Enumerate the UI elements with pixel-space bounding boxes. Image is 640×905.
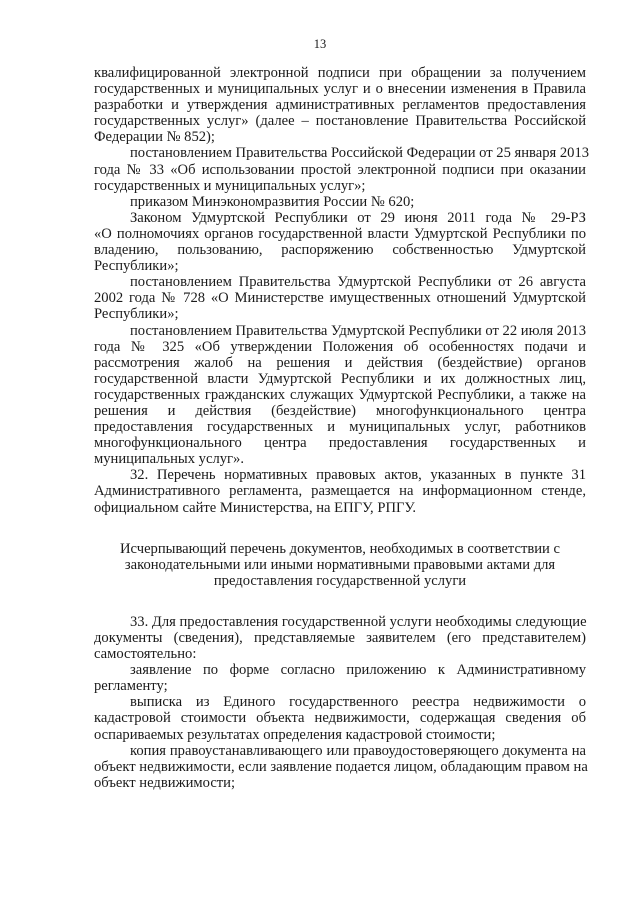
text-line: разработки и утверждения административных регламентов предоставления <box>94 97 586 114</box>
spacer <box>94 589 586 614</box>
text-line: государственных и муниципальных услуг»; <box>94 177 366 194</box>
spacer <box>94 516 586 541</box>
text-line: объект недвижимости, если заявление подается лицом, обладающим правом на <box>94 758 588 775</box>
text-line: предоставления государственных и муниципальных услуг, работников <box>94 419 586 436</box>
text-line: государственной власти Удмуртской Республики и их должностных лиц, <box>94 370 586 387</box>
section-heading <box>94 541 586 589</box>
text-line: «О полномочиях органов государственной власти Удмуртской Республики по <box>94 225 586 242</box>
page-number: 13 <box>313 37 327 51</box>
text-line: 32. Перечень нормативных правовых актов, указанных в пункте 31 <box>130 467 586 484</box>
text-line: официальном сайте Министерства, на ЕПГУ, РПГУ. <box>94 499 417 516</box>
heading-line: Исчерпывающий перечень документов, необходимых в соответствии с <box>120 540 560 557</box>
text-line: государственных услуг» (далее – постановление Правительства Российской <box>94 113 586 130</box>
text-line: оспариваемых результатах определения кадастровой стоимости; <box>94 726 496 743</box>
text-line: 2002 года № 728 «О Министерстве имущественных отношений Удмуртской <box>94 290 586 307</box>
text-line: решения и действия (бездействие) многофункционального центра <box>94 402 586 419</box>
text-line: государственных гражданских служащих Удмуртской Республики, а также на <box>94 386 586 403</box>
text-line: самостоятельно: <box>94 646 197 663</box>
text-line: Федерации № 852); <box>94 129 215 146</box>
text-line: квалифицированной электронной подписи при обращении за получением <box>94 65 586 81</box>
text-line: 33. Для предоставления государственной услуги необходимы следующие <box>130 613 587 630</box>
text-line: Республики»; <box>94 258 179 275</box>
text-line: года № 33 «Об использовании простой электронной подписи при оказании <box>94 161 586 178</box>
text-line: постановлением Правительства Удмуртской Республики от 22 июля 2013 <box>130 322 586 339</box>
text-line: объект недвижимости; <box>94 774 236 791</box>
text-line: заявление по форме согласно приложению к Административному <box>130 662 586 679</box>
text-line: Административного регламента, размещается на информационном стенде, <box>94 483 586 500</box>
text-line: кадастровой стоимости объекта недвижимости, содержащая сведения об <box>94 710 586 727</box>
text-line: многофункционального центра предоставления государственных и <box>94 435 586 452</box>
text-line: документы (сведения), представляемые заявителем (его представителем) <box>94 630 586 646</box>
paragraphs-legal-acts <box>94 65 590 516</box>
text-line: копия правоустанавливающего или правоудостоверяющего документа на <box>130 742 586 759</box>
text-line: государственных и муниципальных услуг и о внесении изменения в Правила <box>94 81 586 98</box>
text-line: Республики»; <box>94 306 179 323</box>
text-line: Законом Удмуртской Республики от 29 июня 2011 года № 29-РЗ <box>130 209 586 226</box>
text-line: муниципальных услуг». <box>94 451 244 468</box>
heading-line: законодательными или иными нормативными правовыми актами для <box>124 556 556 573</box>
text-line: рассмотрения жалоб на решения и действия (бездействие) органов <box>94 354 586 371</box>
text-line: постановлением Правительства Российской Федерации от 25 января 2013 <box>130 145 590 162</box>
document-body <box>94 65 590 791</box>
text-line: года № 325 «Об утверждении Положения об особенностях подачи и <box>94 338 586 355</box>
heading-line: предоставления государственной услуги <box>213 572 467 589</box>
text-line: приказом Минэкономразвития России № 620; <box>130 193 415 210</box>
text-line: выписка из Единого государственного реестра недвижимости о <box>130 694 586 711</box>
text-line: владению, пользованию, распоряжению собственностью Удмуртской <box>94 242 586 259</box>
text-line: регламенту; <box>94 678 168 695</box>
text-line: постановлением Правительства Удмуртской Республики от 26 августа <box>130 274 586 291</box>
paragraphs-documents-list <box>94 614 586 791</box>
